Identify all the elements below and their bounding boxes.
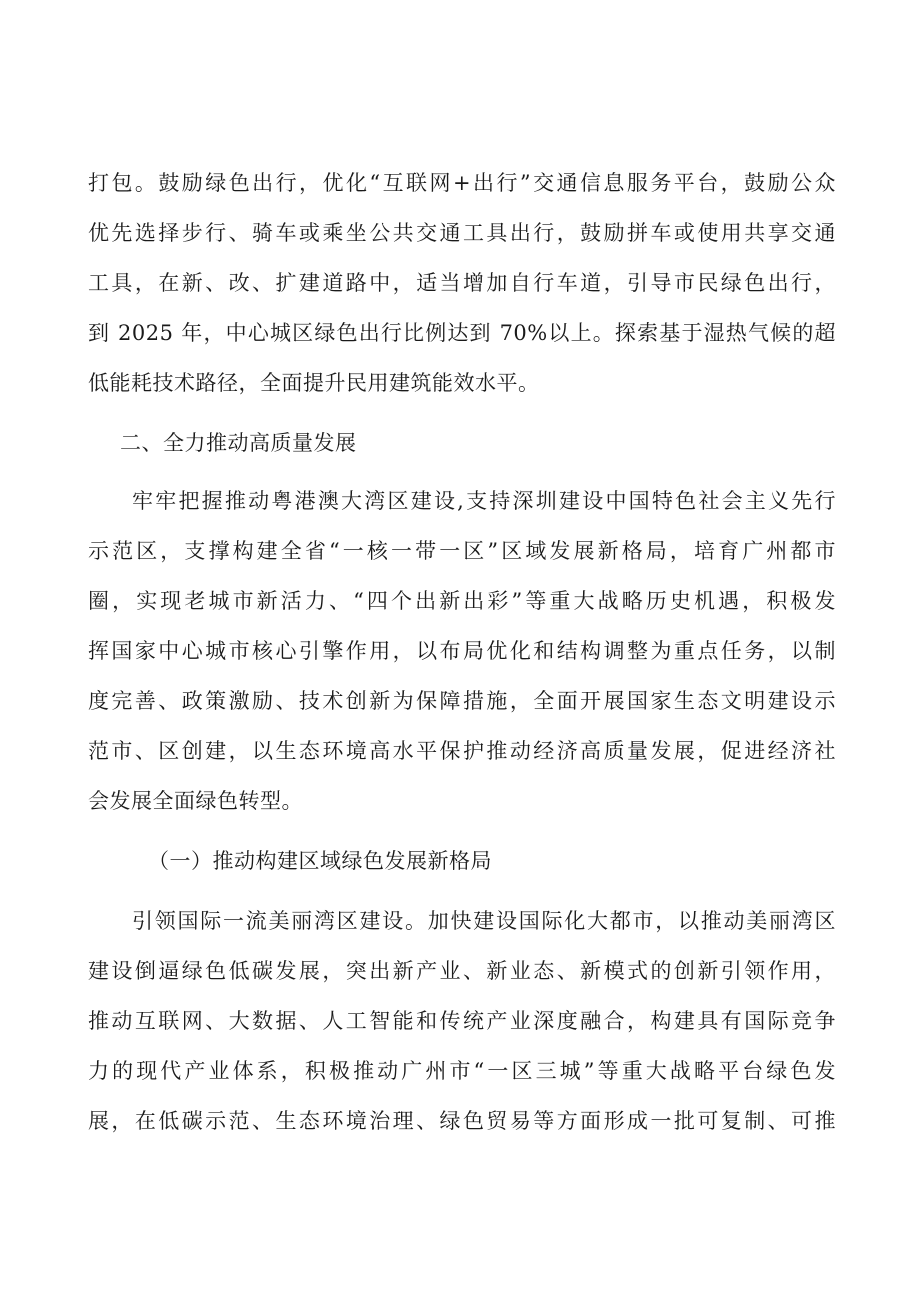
paragraph-3-line-5: 展，在低碳示范、生态环境治理、绿色贸易等方面形成一批可复制、可推 <box>88 1109 836 1133</box>
paragraph-2-line-2: 示范区，支撑构建全省“一核一带一区”区域发展新格局，培育广州都市 <box>88 539 836 563</box>
paragraph-3-line-1: 引领国际一流美丽湾区建设。加快建设国际化大都市，以推动美丽湾区 <box>132 909 836 933</box>
paragraph-1-line-3: 工具，在新、改、扩建道路中，适当增加自行车道，引导市民绿色出行， <box>88 271 836 295</box>
paragraph-1-line-5: 低能耗技术路径，全面提升民用建筑能效水平。 <box>88 371 540 395</box>
paragraph-2-line-4: 挥国家中心城市核心引擎作用，以布局优化和结构调整为重点任务，以制 <box>88 639 836 663</box>
paragraph-1-line-4: 到 2025 年，中心城区绿色出行比例达到 70%以上。探索基于湿热气候的超 <box>88 321 836 345</box>
paragraph-1-line-1: 打包。鼓励绿色出行，优化“互联网+出行”交通信息服务平台，鼓励公众 <box>88 171 836 195</box>
paragraph-3-line-4: 力的现代产业体系，积极推动广州市“一区三城”等重大战略平台绿色发 <box>88 1059 836 1083</box>
paragraph-1-line-2: 优先选择步行、骑车或乘坐公共交通工具出行，鼓励拼车或使用共享交通 <box>88 221 836 245</box>
section-heading: 二、全力推动高质量发展 <box>120 431 357 455</box>
paragraph-2-line-7: 会发展全面绿色转型。 <box>88 789 303 813</box>
paragraph-2-line-3: 圈，实现老城市新活力、“四个出新出彩”等重大战略历史机遇，积极发 <box>88 589 836 613</box>
paragraph-2-line-5: 度完善、政策激励、技术创新为保障措施，全面开展国家生态文明建设示 <box>88 689 836 713</box>
paragraph-3-line-2: 建设倒逼绿色低碳发展，突出新产业、新业态、新模式的创新引领作用， <box>88 959 836 983</box>
paragraph-3-line-3: 推动互联网、大数据、人工智能和传统产业深度融合，构建具有国际竞争 <box>88 1009 836 1033</box>
paragraph-2-line-6: 范市、区创建，以生态环境高水平保护推动经济高质量发展，促进经济社 <box>88 739 836 763</box>
paragraph-2-line-1: 牢牢把握推动粤港澳大湾区建设,支持深圳建设中国特色社会主义先行 <box>132 489 836 513</box>
subsection-heading: （一）推动构建区域绿色发展新格局 <box>148 849 492 873</box>
